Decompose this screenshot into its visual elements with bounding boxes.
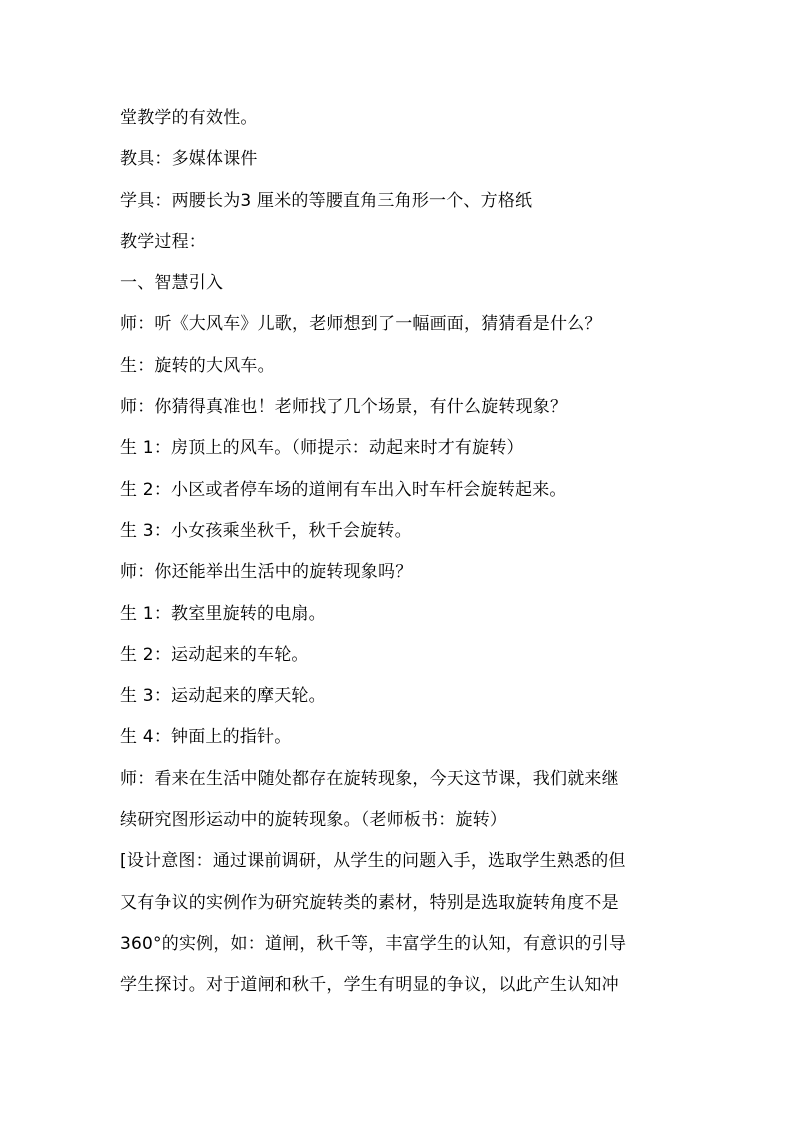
text-line-17: 师：看来在生活中随处都存在旋转现象，今天这节课，我们就来继 — [120, 768, 619, 789]
text-line-6: 师：听《大风车》儿歌，老师想到了一幅画面，猜猜看是什么？ — [120, 314, 602, 335]
text-line-10: 生 2：小区或者停车场的道闸有车出入时车杆会旋转起来。 — [120, 479, 567, 500]
text-line-19: [设计意图：通过课前调研，从学生的问题入手，选取学生熟悉的但 — [120, 851, 626, 872]
text-line-16: 生 4：钟面上的指针。 — [120, 727, 292, 748]
text-line-20: 又有争议的实例作为研究旋转类的素材，特别是选取旋转角度不是 — [120, 892, 619, 913]
text-line-1: 堂教学的有效性。 — [120, 108, 258, 128]
document-body — [120, 98, 680, 1007]
text-line-8: 师：你猜得真准也！老师找了几个场景，有什么旋转现象？ — [120, 397, 568, 418]
text-line-9: 生 1：房顶上的风车。（师提示：动起来时才有旋转） — [120, 438, 524, 459]
text-line-15: 生 3：运动起来的摩天轮。 — [120, 686, 326, 707]
text-line-21: 360°的实例，如：道闸，秋千等，丰富学生的认知，有意识的引导 — [120, 933, 627, 954]
section-heading: 一、智慧引入 — [120, 273, 224, 294]
text-line-4: 教学过程： — [120, 231, 206, 252]
text-line-13: 生 1：教室里旋转的电扇。 — [120, 603, 326, 624]
text-line-14: 生 2：运动起来的车轮。 — [120, 644, 309, 665]
text-line-11: 生 3：小女孩乘坐秋千，秋千会旋转。 — [120, 520, 412, 541]
text-line-7: 生：旋转的大风车。 — [120, 355, 275, 376]
text-line-22: 学生探讨。对于道闸和秋千，学生有明显的争议，以此产生认知冲 — [120, 975, 619, 996]
text-line-3: 学具：两腰长为3 厘米的等腰直角三角形一个、方格纸 — [120, 190, 533, 211]
text-line-18: 续研究图形运动中的旋转现象。（老师板书：旋转） — [120, 810, 508, 831]
text-line-12: 师：你还能举出生活中的旋转现象吗？ — [120, 562, 413, 583]
text-line-2: 教具：多媒体课件 — [120, 149, 258, 170]
